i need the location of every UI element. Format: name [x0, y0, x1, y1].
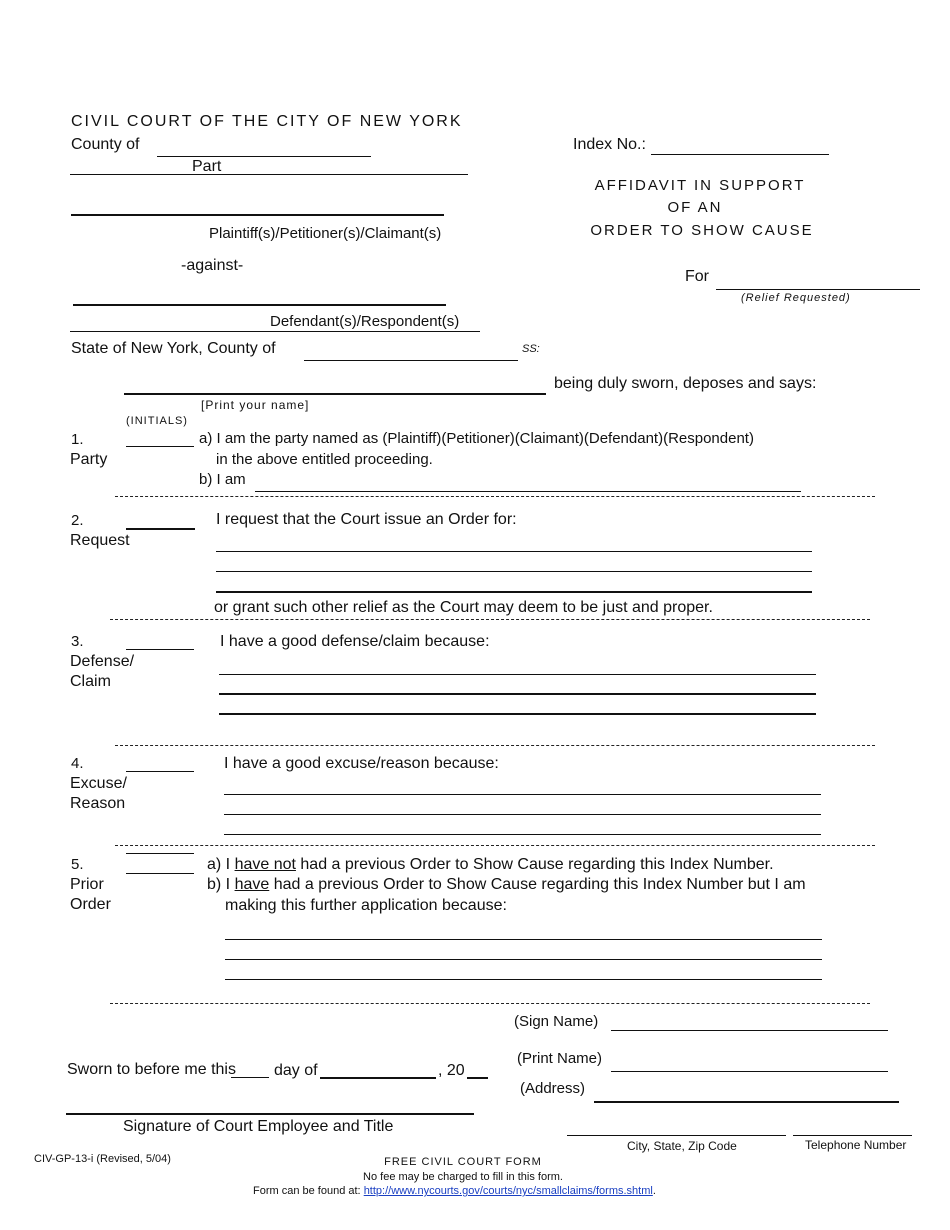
sworn-year-field[interactable] [467, 1077, 488, 1079]
sworn-day-field[interactable] [231, 1077, 269, 1078]
initials-label: (INITIALS) [126, 415, 188, 427]
against-label: -against- [181, 257, 244, 274]
relief-requested-field[interactable] [716, 289, 920, 290]
telephone-field[interactable] [793, 1135, 912, 1136]
excuse-line-3[interactable] [224, 834, 821, 835]
prior-b-initials-field[interactable] [126, 873, 194, 874]
plaintiff-label: Plaintiff(s)/Petitioner(s)/Claimant(s) [209, 225, 442, 242]
section-4-initials-field[interactable] [126, 771, 194, 772]
party-option-a: a) I am the party named as (Plaintiff)(Petitioner)(Claimant)(Defendant)(Respondent) [199, 430, 754, 447]
prior-option-a: a) I have not had a previous Order to Show Cause regarding this Index Number. [207, 856, 774, 873]
section-4-title-line1: Excuse/ [70, 775, 127, 792]
court-employee-signature-field[interactable] [66, 1113, 474, 1115]
court-employee-label: Signature of Court Employee and Title [123, 1118, 394, 1135]
defense-line-2[interactable] [219, 693, 816, 695]
section-3-number: 3. [71, 633, 84, 650]
print-name-label: (Print Name) [517, 1050, 603, 1067]
party-option-b-field[interactable] [255, 491, 801, 492]
part-label: Part [192, 158, 222, 175]
request-line-2[interactable] [216, 571, 812, 572]
sign-name-label: (Sign Name) [514, 1013, 599, 1030]
court-title: CIVIL COURT OF THE CITY OF NEW YORK [71, 113, 463, 130]
defense-line-1[interactable] [219, 674, 816, 675]
defendant-label: Defendant(s)/Respondent(s) [270, 313, 460, 330]
section-3-title-line1: Defense/ [70, 653, 135, 670]
affiant-name-field[interactable] [124, 393, 546, 395]
section-3-title-line2: Claim [70, 673, 111, 690]
prior-option-b: b) I have had a previous Order to Show Cause regarding this Index Number but I am [207, 876, 806, 893]
request-line-1[interactable] [216, 551, 812, 552]
part-field[interactable] [70, 174, 468, 175]
section-3-initials-field[interactable] [126, 649, 194, 650]
venue-county-field[interactable] [304, 360, 518, 361]
prior-line-1[interactable] [225, 939, 822, 940]
have-underlined: have [234, 876, 270, 893]
plaintiff-name-field[interactable] [71, 214, 444, 216]
sworn-statement: being duly sworn, deposes and says: [554, 375, 817, 392]
ss-label: SS: [522, 343, 540, 355]
excuse-lead: I have a good excuse/reason because: [224, 755, 499, 772]
section-1-number: 1. [71, 431, 84, 448]
excuse-line-1[interactable] [224, 794, 821, 795]
section-divider [110, 619, 870, 620]
state-county-label: State of New York, County of [71, 340, 276, 357]
section-5-number: 5. [71, 856, 84, 873]
year-prefix: , 20 [438, 1062, 465, 1079]
forms-url-link[interactable]: http://www.nycourts.gov/courts/nyc/smallclaims/forms.shtml [363, 1185, 653, 1197]
prior-line-3[interactable] [225, 979, 822, 980]
doc-title-line2: OF AN [667, 199, 723, 216]
index-label: Index No.: [573, 136, 646, 153]
doc-title-line3: ORDER TO SHOW CAUSE [590, 222, 814, 239]
prior-line-2[interactable] [225, 959, 822, 960]
section-2-initials-field[interactable] [126, 528, 195, 530]
section-4-number: 4. [71, 755, 84, 772]
no-fee-label: No fee may be charged to fill in this form. [363, 1171, 563, 1183]
day-of-label: day of [274, 1062, 318, 1079]
city-state-zip-label: City, State, Zip Code [627, 1139, 737, 1153]
section-5-title-line1: Prior [70, 876, 104, 893]
form-location: Form can be found at: http://www.nycourts.gov/courts/nyc/smallclaims/forms.shtml. [253, 1185, 656, 1197]
section-4-title-line2: Reason [70, 795, 126, 812]
section-5-title-line2: Order [70, 896, 111, 913]
have-not-underlined: have not [234, 856, 296, 873]
address-label: (Address) [520, 1080, 586, 1097]
excuse-line-2[interactable] [224, 814, 821, 815]
section-1-initials-field[interactable] [126, 446, 194, 447]
address-field[interactable] [594, 1101, 899, 1103]
defendant-rule [70, 331, 480, 332]
print-name-field[interactable] [611, 1071, 888, 1072]
doc-title-line1: AFFIDAVIT IN SUPPORT [594, 177, 806, 194]
defense-line-3[interactable] [219, 713, 816, 715]
party-option-a-cont: in the above entitled proceeding. [216, 451, 433, 468]
print-name-hint: [Print your name] [201, 398, 310, 412]
section-1-title: Party [70, 451, 108, 468]
sworn-month-field[interactable] [320, 1077, 436, 1079]
sign-name-field[interactable] [611, 1030, 888, 1031]
prior-option-b-cont: making this further application because: [225, 897, 507, 914]
section-divider [115, 745, 875, 746]
section-divider [115, 496, 875, 497]
section-divider [110, 1003, 870, 1004]
relief-requested-label: (Relief Requested) [741, 292, 851, 304]
section-2-number: 2. [71, 512, 84, 529]
free-form-label: FREE CIVIL COURT FORM [384, 1156, 542, 1168]
request-line-3[interactable] [216, 591, 812, 593]
request-lead: I request that the Court issue an Order for: [216, 511, 517, 528]
prior-a-initials-field[interactable] [126, 853, 194, 854]
for-label: For [685, 268, 709, 285]
city-state-zip-field[interactable] [567, 1135, 786, 1136]
sworn-before-me: Sworn to before me this [67, 1061, 236, 1078]
county-field[interactable] [157, 156, 371, 157]
section-divider [115, 845, 875, 846]
defendant-name-field[interactable] [73, 304, 446, 306]
party-option-b: b) I am [199, 471, 246, 488]
request-closing: or grant such other relief as the Court may deem to be just and proper. [214, 599, 713, 616]
form-id: CIV-GP-13-i (Revised, 5/04) [34, 1153, 171, 1165]
county-label: County of [71, 136, 140, 153]
defense-lead: I have a good defense/claim because: [220, 633, 490, 650]
index-number-field[interactable] [651, 154, 829, 155]
telephone-label: Telephone Number [805, 1138, 907, 1152]
section-2-title: Request [70, 532, 130, 549]
